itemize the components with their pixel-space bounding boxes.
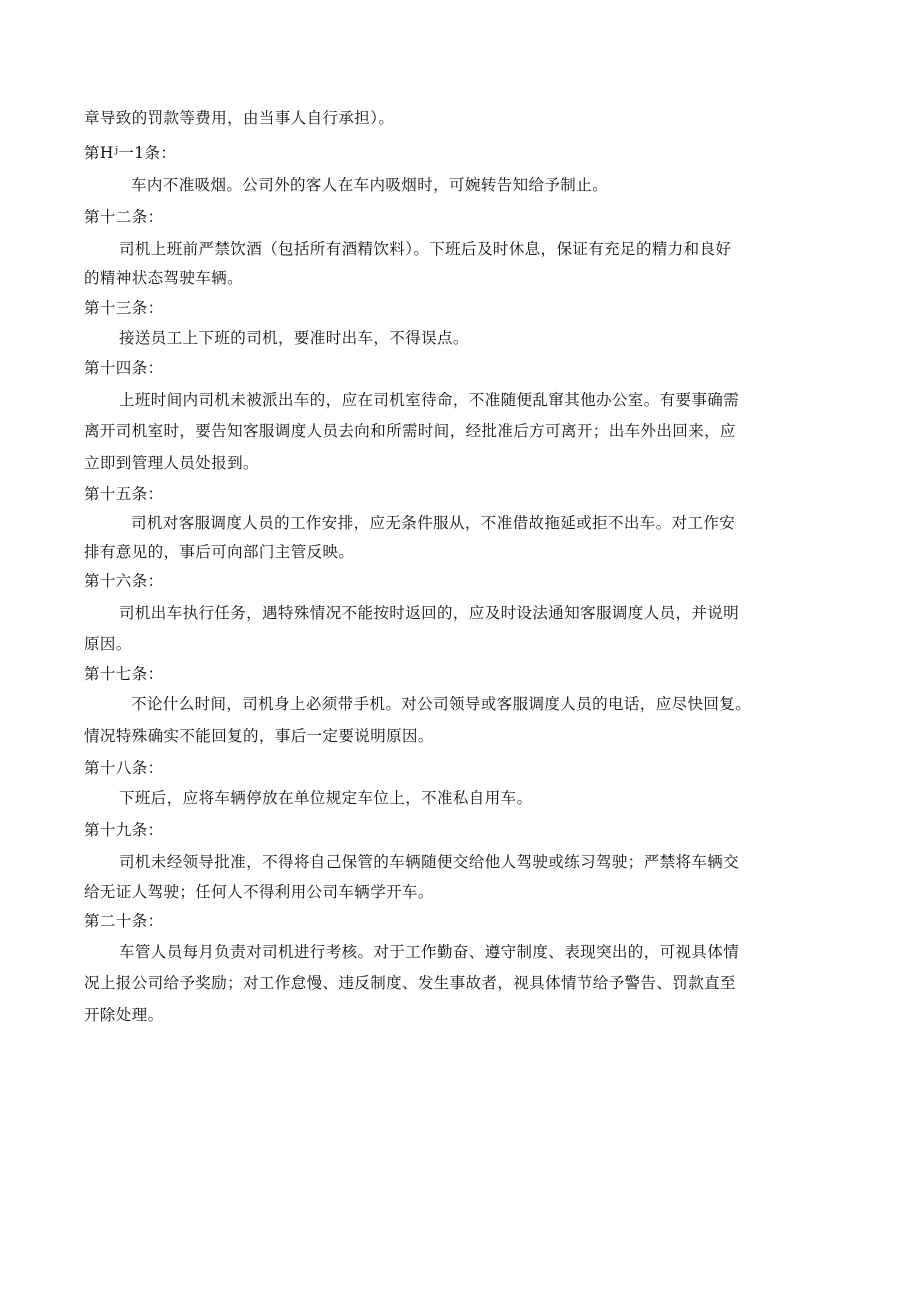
article-14-text-line-2: 离开司机室时，要告知客服调度人员去向和所需时间，经批准后方可离开；出车外出回来，应 <box>84 422 736 440</box>
article-19-text-line-2: 给无证人驾驶；任何人不得利用公司车辆学开车。 <box>84 883 434 901</box>
article-15-text-line-2: 排有意见的，事后可向部门主管反映。 <box>84 543 355 561</box>
article-11-heading: 第Hʲ一1条： <box>84 144 177 162</box>
article-14-heading: 第十四条： <box>84 359 164 377</box>
article-20-text-line-2: 况上报公司给予奖励；对工作怠慢、违反制度、发生事故者，视具体情节给予警告、罚款直至 <box>84 974 736 992</box>
article-16-text-line-2: 原因。 <box>84 635 132 653</box>
article-19-text-line-1: 司机未经领导批准，不得将自己保管的车辆随便交给他人驾驶或练习驾驶；严禁将车辆交 <box>119 853 740 871</box>
article-11-text: 车内不准吸烟。公司外的客人在车内吸烟时，可婉转告知给予制止。 <box>131 176 609 194</box>
article-20-text-line-3: 开除处理。 <box>84 1006 164 1024</box>
article-12-heading: 第十二条： <box>84 208 164 226</box>
article-20-text-line-1: 车管人员每月负责对司机进行考核。对于工作勤奋、遵守制度、表现突出的，可视具体情 <box>119 943 740 961</box>
article-17-heading: 第十七条： <box>84 665 164 683</box>
article-16-heading: 第十六条： <box>84 572 164 590</box>
article-17-text-line-1: 不论什么时间，司机身上必须带手机。对公司领导或客服调度人员的电话，应尽快回复。 <box>131 695 752 713</box>
continuation-line: 章导致的罚款等费用，由当事人自行承担）。 <box>84 109 395 127</box>
article-14-text-line-1: 上班时间内司机未被派出车的，应在司机室待命，不准随便乱窜其他办公室。有要事确需 <box>119 391 740 409</box>
article-20-heading: 第二十条： <box>84 912 164 930</box>
article-15-heading: 第十五条： <box>84 485 164 503</box>
article-13-text: 接送员工上下班的司机，要准时出车，不得误点。 <box>119 329 469 347</box>
article-13-heading: 第十三条： <box>84 299 164 317</box>
article-19-heading: 第十九条： <box>84 821 164 839</box>
article-17-text-line-2: 情况特殊确实不能回复的，事后一定要说明原因。 <box>84 727 434 745</box>
article-12-text-line-1: 司机上班前严禁饮酒（包括所有酒精饮料）。下班后及时休息，保证有充足的精力和良好 <box>119 240 732 258</box>
article-15-text-line-1: 司机对客服调度人员的工作安排，应无条件服从，不准借故拖延或拒不出车。对工作安 <box>131 514 736 532</box>
article-14-text-line-3: 立即到管理人员处报到。 <box>84 454 259 472</box>
article-12-text-line-2: 的精神状态驾驶车辆。 <box>84 269 244 287</box>
article-18-heading: 第十八条： <box>84 759 164 777</box>
article-16-text-line-1: 司机出车执行任务，遇特殊情况不能按时返回的，应及时设法通知客服调度人员，并说明 <box>119 604 740 622</box>
article-18-text: 下班后，应将车辆停放在单位规定车位上，不准私自用车。 <box>119 789 533 807</box>
